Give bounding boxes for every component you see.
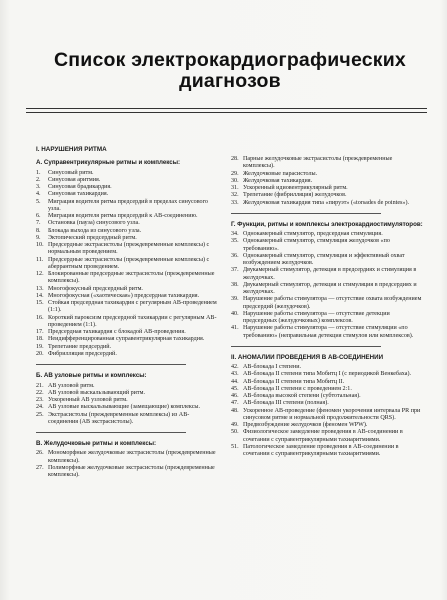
item-text: АВ-блокада I степени. — [243, 364, 302, 371]
item-text: АВ-блокада II степени типа Мобитц I (с периодикой Венкебаха). — [243, 371, 412, 378]
list-item — [36, 199, 219, 214]
item-text: Нарушение работы стимулятора — отсутствие стимуляции «по требованию» (неправильная детекция стимулов или комплексов). — [243, 325, 414, 339]
list-item — [36, 351, 219, 358]
right-divider-2 — [231, 346, 381, 347]
item-text: Многофокусный предсердный ритм. — [48, 285, 143, 292]
list-item — [36, 242, 219, 257]
item-number: 13. — [36, 285, 44, 292]
item-text: Полиморфные желудочковые экстрасистолы (преждевременные комплексы). — [48, 464, 215, 479]
item-text: Желудочковая тахикардия типа «пируэт» («torsades de pointes»). — [243, 199, 410, 206]
item-number: 37. — [231, 267, 239, 274]
item-text: Короткий пароксизм предсердной тахикардии с регулярным АВ-проведением (1:1). — [48, 314, 217, 328]
item-text: Предсердная тахикардия с блокадой АВ-проведения. — [48, 329, 186, 336]
item-text: АВ-блокада высокой степени (субтотальная). — [243, 393, 361, 400]
item-number: 47. — [231, 400, 239, 407]
list-item — [36, 257, 219, 272]
item-number: 25. — [36, 411, 44, 418]
item-number: 26. — [36, 450, 44, 457]
item-text: Синусовый ритм. — [48, 169, 94, 176]
item-number: 40. — [231, 310, 239, 317]
item-text: Эктопический предсердный ритм. — [48, 234, 137, 241]
item-text: Двукамерный стимулятор, детекция и стимуляция в предсердиях и желудочках. — [243, 281, 417, 296]
list-item — [231, 200, 424, 207]
item-text: Экстрасистолы (преждевременные комплексы) из АВ-соединения (АВ экстрасистолы). — [48, 411, 190, 425]
item-text: Нарушение работы стимулятора — отсутствие детекции предсердных (желудочковых) комплексов. — [243, 310, 390, 325]
item-number: 43. — [231, 371, 239, 378]
list-item — [231, 156, 424, 171]
item-text: Двукамерный стимулятор, детекция в предсердиях и стимуляция в желудочках. — [243, 267, 417, 281]
list-item — [36, 450, 219, 465]
subsection-list — [36, 383, 219, 427]
subsection-list — [36, 450, 219, 479]
item-text: Синусовая аритмия. — [48, 176, 101, 183]
item-number: 3. — [36, 184, 41, 191]
list-item — [36, 228, 219, 235]
item-number: 20. — [36, 350, 44, 357]
item-text: Предсердные экстрасистолы (преждевременные комплексы) с аберрантным проведением. — [48, 256, 210, 270]
item-number: 7. — [36, 220, 41, 227]
list-item — [231, 192, 424, 199]
item-text: Ускоренный АВ узловой ритм. — [48, 397, 128, 403]
item-number: 39. — [231, 296, 239, 303]
list-item — [231, 282, 424, 297]
item-text: Блокированные предсердные экстрасистолы (преждевременные комплексы). — [48, 271, 215, 285]
item-number: 41. — [231, 325, 239, 332]
list-item — [36, 344, 219, 351]
right-divider-1 — [231, 213, 381, 214]
item-text: АВ-блокада II степени типа Мобитц II. — [243, 378, 345, 385]
item-number: 38. — [231, 281, 239, 288]
item-text: Однокамерный стимулятор, стимуляция желудочков «по требованию». — [243, 238, 390, 252]
item-text: Остановка (пауза) синусового узла. — [48, 220, 140, 227]
item-text: Трепетание предсердий. — [48, 343, 112, 350]
list-item — [36, 412, 219, 427]
title-line-1: Список электрокардиографических — [54, 49, 406, 71]
list-item — [36, 220, 219, 227]
item-number: 29. — [231, 170, 239, 177]
list-item — [231, 296, 424, 311]
item-number: 15. — [36, 300, 44, 307]
list-item — [36, 336, 219, 343]
page-title — [20, 50, 440, 92]
subsection-divider — [36, 432, 186, 433]
list-item — [36, 404, 219, 411]
item-number: 35. — [231, 238, 239, 245]
list-item — [36, 286, 219, 293]
item-number: 49. — [231, 422, 239, 429]
item-text: Физиологическое замедление проведения в АВ-соединении в сочетании с суправентрикулярными тахиаритмиями. — [243, 429, 403, 443]
item-number: 16. — [36, 314, 44, 321]
item-number: 51. — [231, 443, 239, 450]
item-text: Многофокусная («хаотическая») предсердная тахикардия. — [48, 292, 200, 299]
subsection-list — [36, 170, 219, 359]
list-item — [231, 408, 424, 423]
subsection-heading: В. Желудочковые ритмы и комплексы: — [36, 440, 157, 447]
item-number: 44. — [231, 378, 239, 385]
list-item — [36, 390, 219, 397]
item-number: 21. — [36, 382, 44, 389]
item-number: 50. — [231, 429, 239, 436]
item-number: 9. — [36, 234, 41, 241]
item-number: 1. — [36, 169, 41, 176]
item-text: Блокада выхода из синусового узла. — [48, 227, 142, 234]
subsection-heading: Б. АВ узловые ритмы и комплексы: — [36, 372, 147, 380]
item-number: 6. — [36, 213, 41, 220]
item-text: Патологическое замедление проведения в АВ-соединении в сочетании с суправентрикулярными тахиаритмиями. — [243, 443, 399, 458]
item-text: Желудочковые парасистолы. — [243, 170, 318, 177]
right-items-pacemaker — [231, 231, 424, 340]
item-number: 36. — [231, 252, 239, 259]
item-text: АВ-блокада III степени (полная). — [243, 400, 329, 407]
list-item — [231, 379, 424, 386]
item-number: 12. — [36, 271, 44, 278]
title-rule-bottom — [26, 112, 427, 113]
item-text: АВ узловой ритм. — [48, 382, 95, 389]
list-item — [36, 271, 219, 286]
item-number: 27. — [36, 464, 44, 471]
item-number: 45. — [231, 385, 239, 392]
section-heading-rhythm: I. НАРУШЕНИЯ РИТМА — [36, 146, 107, 153]
list-item — [36, 184, 219, 191]
item-text: Ускоренный идиовентрикулярный ритм. — [243, 185, 348, 191]
item-text: Желудочковая тахикардия. — [243, 177, 313, 184]
left-subsections — [36, 159, 219, 479]
item-number: 33. — [231, 199, 239, 206]
subsection-divider — [36, 364, 186, 365]
item-number: 31. — [231, 185, 239, 191]
item-number: 42. — [231, 364, 239, 371]
item-number: 5. — [36, 198, 41, 205]
item-number: 32. — [231, 192, 239, 199]
list-item — [231, 238, 424, 253]
list-item — [231, 422, 424, 429]
item-text: Миграция водителя ритма предсердий к АВ-соединению. — [48, 213, 198, 220]
item-text: Миграция водителя ритма предсердий в пределах синусового узла. — [48, 198, 208, 212]
item-number: 18. — [36, 336, 44, 343]
item-number: 11. — [36, 256, 44, 263]
left-column — [36, 146, 219, 479]
item-text: Неидифференцированная суправентрикулярная тахикардия. — [48, 336, 205, 343]
list-item — [231, 444, 424, 459]
item-number: 2. — [36, 176, 41, 183]
item-number: 4. — [36, 191, 41, 198]
list-item — [36, 191, 219, 198]
item-number: 24. — [36, 404, 44, 411]
list-item — [231, 311, 424, 326]
item-text: Ускоренное АВ-проведение (феномен укорочения интервала PR при синусовом ритме и нормальной продолжительности QRS). — [243, 407, 421, 421]
item-text: Синусовая брадикардия. — [48, 184, 112, 191]
item-number: 30. — [231, 177, 239, 184]
list-item — [231, 325, 424, 340]
item-text: Однокамерный стимулятор, стимуляция и эффективный охват возбуждением желудочков. — [243, 252, 405, 267]
item-text: Парные желудочковые экстрасистолы (преждевременные комплексы). — [243, 156, 393, 170]
list-item — [231, 267, 424, 282]
list-item — [231, 400, 424, 407]
list-item — [36, 383, 219, 390]
section-heading-av-conduction: II. АНОМАЛИИ ПРОВЕДЕНИЯ В АВ-СОЕДИНЕНИИ — [231, 353, 384, 361]
item-text: Стойкая предсердная тахикардия с регулярным АВ-проведением (1:1). — [48, 300, 217, 314]
right-column — [231, 156, 424, 458]
title-line-2: диагнозов — [179, 70, 281, 92]
list-item — [231, 171, 424, 178]
item-text: АВ узловой выскальзывающий ритм. — [48, 389, 145, 396]
list-item — [231, 386, 424, 393]
list-item — [36, 315, 219, 330]
right-items-top — [231, 156, 424, 207]
title-rule-top — [26, 108, 427, 109]
item-text: Однокамерный стимулятор, предсердная стимуляция. — [243, 231, 383, 238]
section-heading-pacemaker: Г. Функции, ритмы и комплексы электрокардиостимуляторов: — [231, 220, 423, 228]
list-item — [231, 178, 424, 185]
item-text: Мономорфные желудочковые экстрасистолы (преждевременные комплексы). — [48, 450, 216, 464]
item-number: 19. — [36, 343, 44, 350]
list-item — [231, 253, 424, 268]
right-items-av — [231, 364, 424, 458]
list-item — [231, 429, 424, 444]
list-item — [36, 170, 219, 177]
item-text: Синусовая тахикардия. — [48, 191, 109, 198]
item-number: 48. — [231, 407, 239, 414]
item-text: АВ-блокада II степени с проведением 2:1. — [243, 385, 352, 392]
list-item — [36, 300, 219, 315]
item-text: Нарушение работы стимулятора — отсутствие охвата возбуждением предсердий (желудочков). — [243, 296, 422, 310]
item-number: 34. — [231, 231, 239, 238]
subsection-heading: А. Суправентрикулярные ритмы и комплексы: — [36, 159, 181, 167]
item-number: 14. — [36, 292, 44, 299]
item-number: 8. — [36, 227, 41, 234]
item-number: 23. — [36, 397, 44, 403]
item-text: Предвозбуждение желудочков (феномен WPW). — [243, 422, 368, 429]
item-text: Предсердные экстрасистолы (преждевременные комплексы) с нормальным проведением. — [48, 242, 210, 256]
item-number: 17. — [36, 329, 44, 336]
item-number: 10. — [36, 242, 44, 249]
item-number: 22. — [36, 389, 44, 396]
item-text: Фибрилляция предсердий. — [48, 350, 117, 357]
item-number: 46. — [231, 393, 239, 400]
list-item — [231, 371, 424, 378]
item-text: АВ узловые выскальзывающие (замещающие) комплексы. — [48, 404, 201, 411]
item-text: Трепетание (фибрилляция) желудочков. — [243, 192, 347, 199]
list-item — [36, 465, 219, 480]
item-number: 28. — [231, 156, 239, 162]
